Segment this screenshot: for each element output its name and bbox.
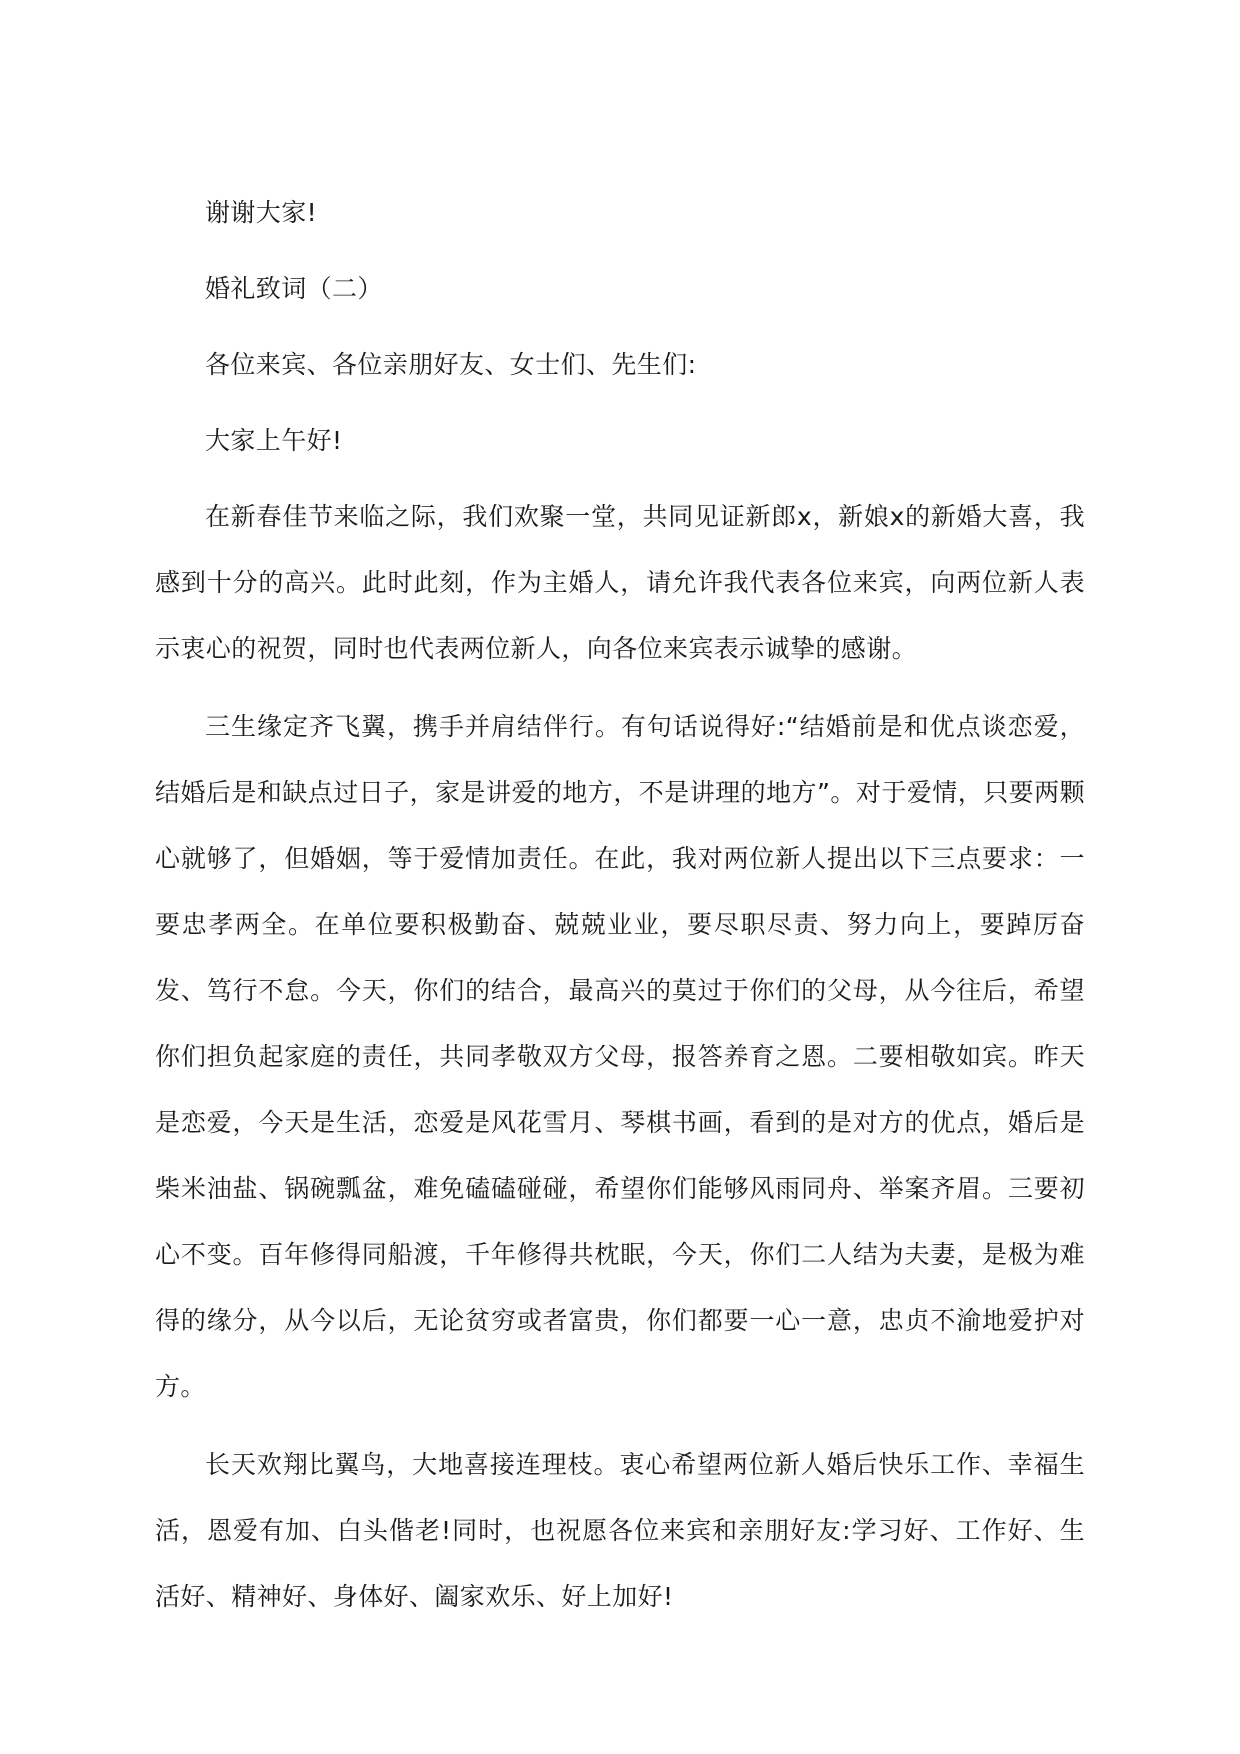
closing-thanks: 谢谢大家! <box>205 198 318 227</box>
body-paragraph-requirements: 三生缘定齐飞翼，携手并肩结伴行。有句话说得好:“结婚前是和优点谈恋爱，结婚后是和缺点过日子，家是讲爱的地方，不是讲理的地方”。对于爱情，只要两颗心就够了，但婚姻，等于爱情加责任。在此，我对两位新人提出以下三点要求：一要忠孝两全。在单位要积极勤奋、兢兢业业，要尽职尽责、努力向上，要踔厉奋发、笃行不怠。今天，你们的结合，最高兴的莫过于你们的父母，从今往后，希望你们担负起家庭的责任，共同孝敬双方父母，报答养育之恩。二要相敬如宾。昨天是恋爱，今天是生活，恋爱是风花雪月、琴棋书画，看到的是对方的优点，婚后是柴米油盐、锅碗瓢盆，难免磕磕碰碰，希望你们能够风雨同舟、举案齐眉。三要初心不变。百年修得同船渡，千年修得共枕眠，今天，你们二人结为夫妻，是极为难得的缘分，从今以后，无论贫穷或者富贵，你们都要一心一意，忠贞不渝地爱护对方。 <box>155 712 1085 1401</box>
section-title: 婚礼致词（二） <box>205 274 383 303</box>
body-paragraph-blessing: 长天欢翔比翼鸟，大地喜接连理枝。衷心希望两位新人婚后快乐工作、幸福生活，恩爱有加、白头偕老!同时，也祝愿各位来宾和亲朋好友:学习好、工作好、生活好、精神好、身体好、阖家欢乐、好上加好! <box>155 1450 1085 1611</box>
document-page <box>155 180 1085 1642</box>
salutation: 各位来宾、各位亲朋好友、女士们、先生们: <box>205 350 697 379</box>
body-paragraph-intro: 在新春佳节来临之际，我们欢聚一堂，共同见证新郎x，新娘x的新婚大喜，我感到十分的高兴。此时此刻，作为主婚人，请允许我代表各位来宾，向两位新人表示衷心的祝贺，同时也代表两位新人，向各位来宾表示诚挚的感谢。 <box>155 502 1085 663</box>
greeting: 大家上午好! <box>205 426 343 455</box>
